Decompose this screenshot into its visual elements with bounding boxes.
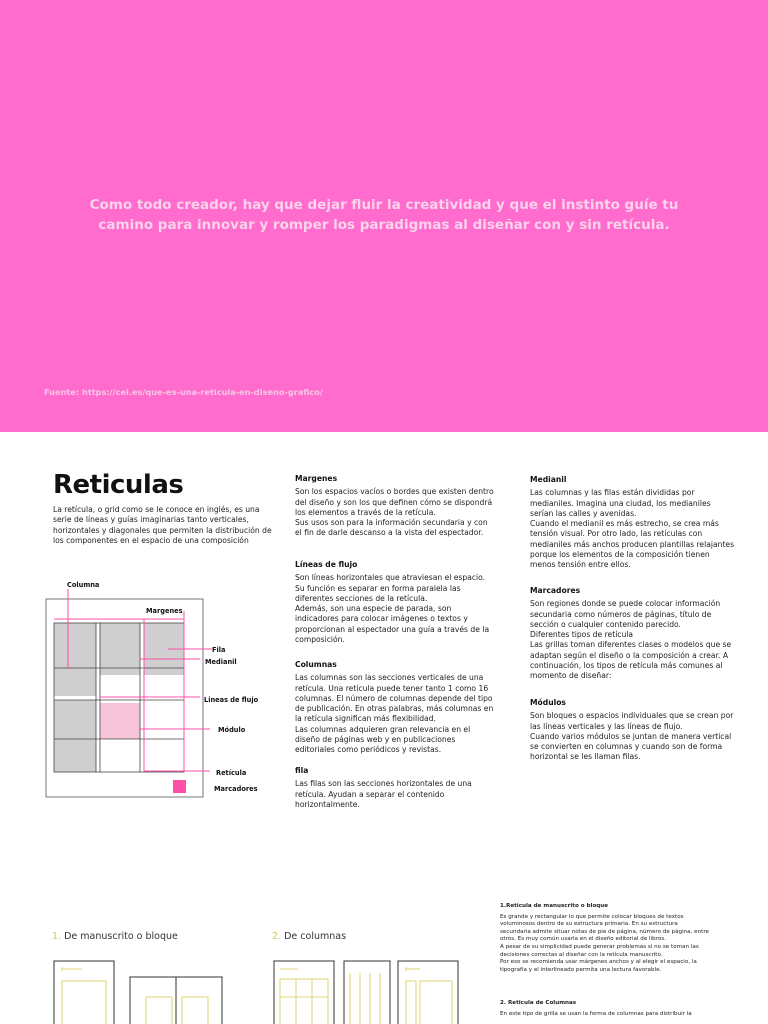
label-fila: Fila [212, 646, 226, 654]
label-medianil: Medianil [205, 658, 237, 666]
type-number: 2. [272, 931, 282, 942]
section-heading: fila [295, 766, 309, 775]
section-marcadores [530, 586, 735, 682]
banner-quote: Como todo creador, hay que dejar fluir la creatividad y que el instinto guíe tu camino para innovar y romper los paradigmas al diseñar con y sin retícula. [89, 197, 679, 233]
page-title: Reticulas [53, 470, 184, 500]
section-body: En este tipo de grilla se usan la forma de columnas para distribuir la [500, 1010, 692, 1017]
section-body: Las columnas y las filas están divididas por medianiles. Imagina una ciudad, los medianiles serían las calles y avenidas. Cuando el medianil es más estrecho, se crea más tensión visual. Por otro lado, las retículas con medianiles más anchos producen plantillas relajantes porque los elementos de la composición tienen menos tensión entre ellos. [530, 488, 735, 570]
section-margenes [295, 474, 495, 539]
type-label: De manuscrito o bloque [64, 931, 178, 942]
column-grid-thumbnails [270, 955, 485, 1024]
section-heading: Medianil [530, 475, 567, 484]
section-heading: Líneas de flujo [295, 560, 358, 569]
section-body: Es grande y rectangular lo que permite colocar bloques de textos voluminosos dentro de su estructura primaria. En su estructura secundaria admite situar notas de pie de página, número de página, entre otros. Es muy común usarla en el diseño editorial de libros. A pesar de su simplicidad puede generar problemas si no se toman las decisiones correctas al diseñar con la retícula manuscrito. Por eso se recomienda usar márgenes anchos y al elegir el espacio, la tipografía y el interlineado permita una lectura favorable. [500, 913, 709, 973]
section-heading: 1.Reticula de manuscrito o bloque [500, 903, 609, 909]
label-lineas-flujo: Lineas de flujo [204, 696, 259, 704]
type-label: De columnas [284, 931, 347, 942]
section-body: Son líneas horizontales que atraviesan el espacio. Su función es separar en forma paralela las diferentes secciones de la retícula. Además, son una especie de parada, son indicadores para colocar imágenes o textos y proporcionan al espectador una guía a través de la composición. [295, 573, 490, 645]
section-body: Son los espacios vacíos o bordes que existen dentro del diseño y son los que definen cómo se dispondrá los elementos a través de la retícula. Sus usos son para la información secundaria y con el fin de darle descanso a la vista del espectador. [295, 487, 494, 538]
section-heading: Margenes [295, 474, 338, 483]
section-body: Las filas son las secciones horizontales de una retícula. Ayudan a separar el contenido horizontalmente. [295, 779, 472, 809]
source-link[interactable]: Fuente: https://cei.es/que-es-una-reticula-en-diseno-grafico/ [44, 387, 323, 397]
section-heading: Marcadores [530, 586, 581, 595]
section-heading: Columnas [295, 660, 337, 669]
section-body: Son regiones donde se puede colocar información secundaria como números de páginas, título de sección o cualquier contenido parecido. Diferentes tipos de retícula Las grillas toman diferentes clases o modelos que se adaptan según el diseño o la composición a crear. A continuación, los tipos de retícula más comunes al momento de diseñar: [530, 599, 732, 681]
section-heading: Módulos [530, 698, 566, 707]
label-modulo: Módulo [218, 726, 246, 734]
section-heading: 2. Reticula de Columnas [500, 1000, 577, 1006]
label-reticula: Retícula [216, 769, 247, 777]
section-medianil [530, 475, 735, 571]
section-modulos [530, 698, 735, 763]
manuscript-grid-thumbnails [50, 955, 265, 1024]
quote-banner [0, 0, 768, 432]
label-marcadores: Marcadores [214, 785, 258, 793]
section-fila [295, 766, 495, 810]
label-columna: Columna [67, 581, 100, 589]
type-columnas-heading [272, 931, 346, 942]
section-lineas-flujo [295, 560, 495, 645]
section-manuscrito-description [500, 903, 710, 974]
section-body: Son bloques o espacios individuales que se crean por las líneas verticales y las líneas de flujo. Cuando varios módulos se juntan de manera vertical se convierten en columnas y cuando son de forma horizontal se les llaman filas. [530, 711, 734, 762]
label-margenes: Margenes [146, 607, 183, 615]
section-columnas-description [500, 1000, 710, 1018]
section-body: Las columnas son las secciones verticales de una retícula. Una retícula puede tener tanto 1 como 16 columnas. El número de columnas depende del tipo de publicación. En otras palabras, más columnas en la retícula significan más flexibilidad. Las columnas adquieren gran relevancia en el diseño de páginas web y en publicaciones editoriales como periódicos y revistas. [295, 673, 494, 755]
marker-square [173, 780, 186, 793]
type-number: 1. [52, 931, 62, 942]
type-manuscrito-heading [52, 931, 178, 942]
intro-text: La retícula, o grid como se le conoce en inglés, es una serie de líneas y guías imaginarias tanto verticales, horizontales y diagonales que permiten la distribución de los componentes en el espacio de una composición [53, 505, 272, 545]
section-columnas [295, 660, 495, 756]
